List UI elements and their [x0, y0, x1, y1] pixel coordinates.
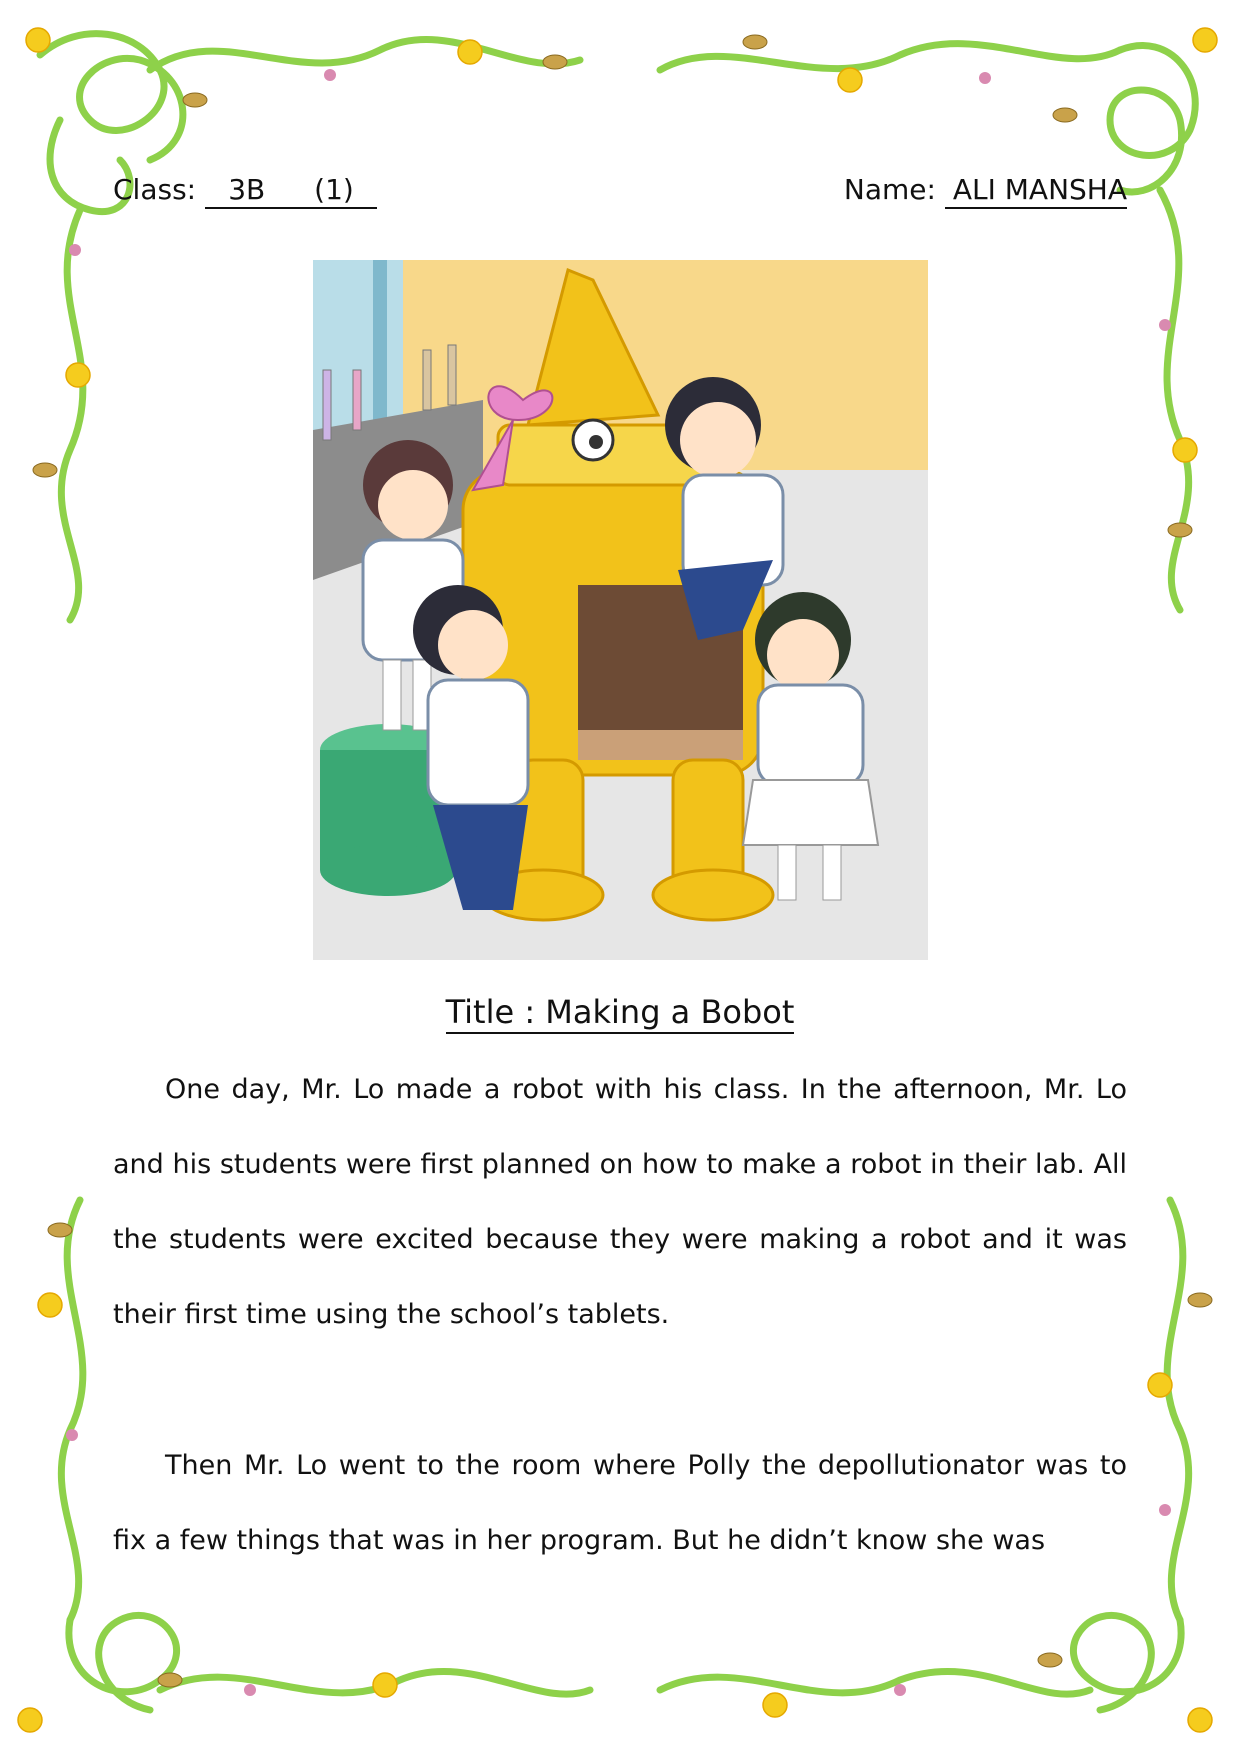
class-value-line: [205, 173, 377, 209]
class-number: (1): [314, 173, 354, 206]
class-label: Class:: [113, 173, 197, 206]
name-value: ALI MANSHA: [945, 173, 1127, 209]
class-field: [113, 170, 377, 210]
name-label: Name:: [843, 173, 936, 206]
story-title-text: Title : Making a Bobot: [446, 993, 795, 1034]
story-paragraph-2: [113, 1428, 1127, 1578]
class-value: 3B: [228, 173, 266, 206]
story-paragraph-1-text: One day, Mr. Lo made a robot with his class. In the afternoon, Mr. Lo and his students were first planned on how to make a robot in their lab. All the students were excited because they were making a robot and it was their first time using the school’s tablets.: [113, 1074, 1127, 1330]
name-field: [844, 170, 1127, 210]
story-paragraph-2-text: Then Mr. Lo went to the room where Polly the depollutionator was to fix a few things that was in her program. But he didn’t know she was: [113, 1450, 1127, 1556]
robot-illustration: [313, 260, 928, 960]
story-paragraph-1: [113, 1052, 1127, 1352]
story-title: [0, 990, 1240, 1034]
